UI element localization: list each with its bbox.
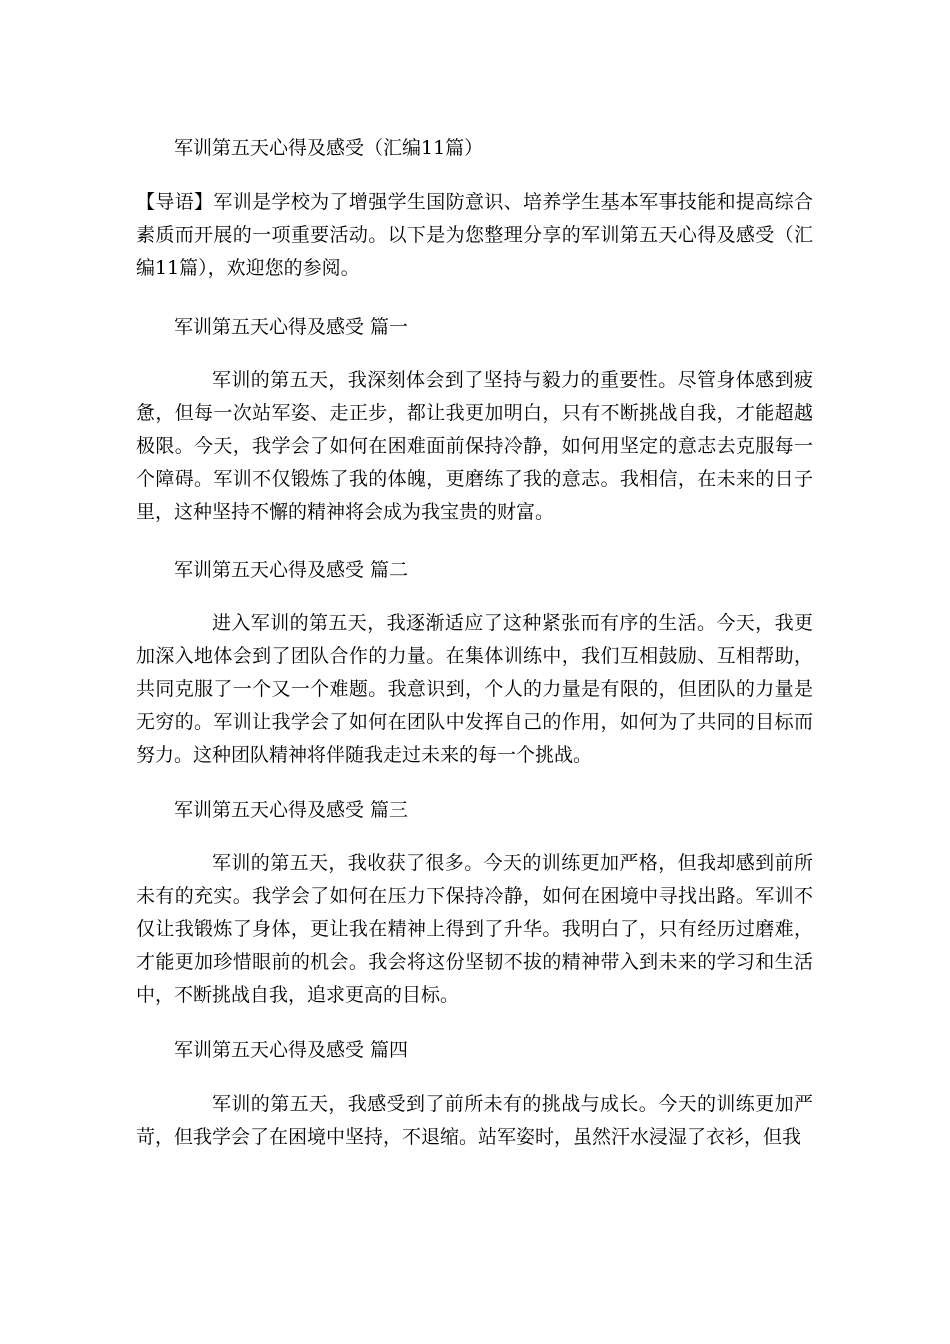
document-title: 军训第五天心得及感受（汇编11篇） [174,137,484,159]
section-body-1: 军训的第五天，我深刻体会到了坚持与毅力的重要性。尽管身体感到疲惫，但每一次站军姿、走正步，都让我更加明白，只有不断挑战自我，才能超越极限。今天，我学会了如何在困难面前保持冷静，如何用坚定的意志去克服每一个障碍。军训不仅锻炼了我的体魄，更磨练了我的意志。我相信，在未来的日子里，这种坚持不懈的精神将会成为我宝贵的财富。 [136,369,813,523]
intro-paragraph: 【导语】军训是学校为了增强学生国防意识、培养学生基本军事技能和提高综合素质而开展的一项重要活动。以下是为您整理分享的军训第五天心得及感受（汇编11篇），欢迎您的参阅。 [136,191,813,279]
section-heading-4: 军训第五天心得及感受 篇四 [174,1039,409,1061]
section-body-3: 军训的第五天，我收获了很多。今天的训练更加严格，但我却感到前所未有的充实。我学会了如何在压力下保持冷静，如何在困境中寻找出路。军训不仅让我锻炼了身体，更让我在精神上得到了升华。我明白了，只有经历过磨难，才能更加珍惜眼前的机会。我会将这份坚韧不拔的精神带入到未来的学习和生活中，不断挑战自我，追求更高的目标。 [136,852,813,1006]
section-heading-3: 军训第五天心得及感受 篇三 [174,799,409,821]
section-heading-2: 军训第五天心得及感受 篇二 [174,559,409,581]
section-heading-1: 军训第五天心得及感受 篇一 [174,316,409,338]
section-body-4: 军训的第五天，我感受到了前所未有的挑战与成长。今天的训练更加严苛，但我学会了在困境中坚持，不退缩。站军姿时，虽然汗水浸湿了衣衫，但我 [136,1093,813,1148]
section-body-2: 进入军训的第五天，我逐渐适应了这种紧张而有序的生活。今天，我更加深入地体会到了团队合作的力量。在集体训练中，我们互相鼓励、互相帮助，共同克服了一个又一个难题。我意识到，个人的力量是有限的，但团队的力量是无穷的。军训让我学会了如何在团队中发挥自己的作用，如何为了共同的目标而努力。这种团队精神将伴随我走过未来的每一个挑战。 [136,612,813,766]
